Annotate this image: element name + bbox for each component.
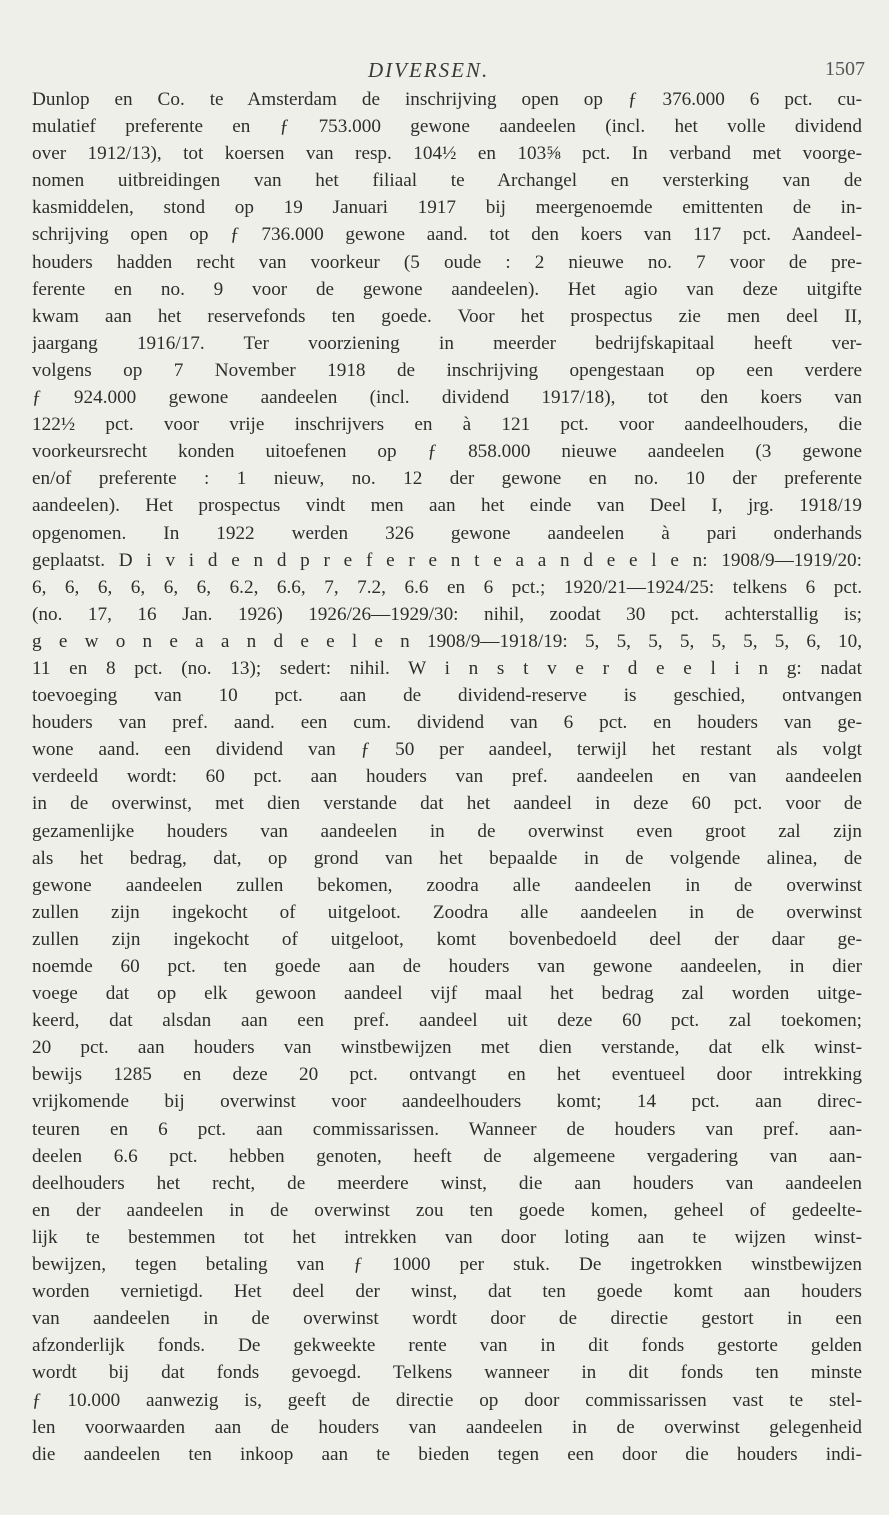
text-line: ferente en no. 9 voor de gewone aandeelen). Het agio van deze uitgifte — [32, 278, 862, 300]
text-line: als het bedrag, dat, op grond van het bepaalde in de volgende alinea, de — [32, 847, 862, 869]
text-line: zullen zijn ingekocht of uitgeloot, komt bovenbedoeld deel der daar ge- — [32, 928, 862, 950]
text-line: 11 en 8 pct. (no. 13); sedert: nihil. W i n s t v e r d e e l i n g: nadat — [32, 657, 862, 679]
running-head — [0, 58, 889, 88]
text-line: over 1912/13), tot koersen van resp. 104½ en 103⅝ pct. In verband met voorge- — [32, 143, 862, 165]
text-line: schrijving open op ƒ 736.000 gewone aand. tot den koers van 117 pct. Aandeel- — [32, 224, 862, 246]
body-text — [32, 86, 862, 1468]
text-line: ƒ 10.000 aanwezig is, geeft de directie op door commissarissen vast te stel- — [32, 1389, 862, 1411]
text-line: jaargang 1916/17. Ter voorziening in meerder bedrijfskapitaal heeft ver- — [32, 332, 862, 354]
text-line: aandeelen). Het prospectus vindt men aan het einde van Deel I, jrg. 1918/19 — [32, 495, 862, 517]
text-line: voorkeursrecht konden uitoefenen op ƒ 858.000 nieuwe aandeelen (3 gewone — [32, 441, 862, 463]
text-line: wone aand. een dividend van ƒ 50 per aandeel, terwijl het restant als volgt — [32, 739, 862, 761]
text-line: bewijs 1285 en deze 20 pct. ontvangt en het eventueel door intrekking — [32, 1064, 862, 1086]
text-line: voege dat op elk gewoon aandeel vijf maal het bedrag zal worden uitge- — [32, 983, 862, 1005]
text-line: gezamenlijke houders van aandeelen in de overwinst even groot zal zijn — [32, 820, 862, 842]
text-line: nomen uitbreidingen van het filiaal te Archangel en versterking van de — [32, 170, 862, 192]
text-line: in de overwinst, met dien verstande dat het aandeel in deze 60 pct. voor de — [32, 793, 862, 815]
text-line: van aandeelen in de overwinst wordt door de directie gestort in een — [32, 1308, 862, 1330]
text-line: gewone aandeelen zullen bekomen, zoodra alle aandeelen in de overwinst — [32, 874, 862, 896]
section-title: DIVERSEN. — [368, 58, 490, 82]
text-line: geplaatst. D i v i d e n d p r e f e r e n t e a a n d e e l e n: 1908/9—1919/20: — [32, 549, 862, 571]
text-line: mulatief preferente en ƒ 753.000 gewone aandeelen (incl. het volle dividend — [32, 116, 862, 138]
text-line: houders hadden recht van voorkeur (5 oude : 2 nieuwe no. 7 voor de pre- — [32, 251, 862, 273]
text-line: 122½ pct. voor vrije inschrijvers en à 121 pct. voor aandeelhouders, die — [32, 414, 862, 436]
text-line: en der aandeelen in de overwinst zou ten goede komen, geheel of gedeelte- — [32, 1199, 862, 1221]
text-line: (no. 17, 16 Jan. 1926) 1926/26—1929/30: nihil, zoodat 30 pct. achterstallig is; — [32, 603, 862, 625]
text-line: 20 pct. aan houders van winstbewijzen met dien verstande, dat elk winst- — [32, 1037, 862, 1059]
text-line: worden vernietigd. Het deel der winst, dat ten goede komt aan houders — [32, 1281, 862, 1303]
page-number: 1507 — [825, 58, 865, 80]
text-line: en/of preferente : 1 nieuw, no. 12 der gewone en no. 10 der preferente — [32, 468, 862, 490]
text-line: teuren en 6 pct. aan commissarissen. Wanneer de houders van pref. aan- — [32, 1118, 862, 1140]
text-line: bewijzen, tegen betaling van ƒ 1000 per stuk. De ingetrokken winstbewijzen — [32, 1254, 862, 1276]
text-line: ƒ 924.000 gewone aandeelen (incl. dividend 1917/18), tot den koers van — [32, 387, 862, 409]
text-line: opgenomen. In 1922 werden 326 gewone aandeelen à pari onderhands — [32, 522, 862, 544]
text-line: afzonderlijk fonds. De gekweekte rente van in dit fonds gestorte gelden — [32, 1335, 862, 1357]
text-line: wordt bij dat fonds gevoegd. Telkens wanneer in dit fonds ten minste — [32, 1362, 862, 1384]
text-line: vrijkomende bij overwinst voor aandeelhouders komt; 14 pct. aan direc- — [32, 1091, 862, 1113]
text-line: volgens op 7 November 1918 de inschrijving opengestaan op een verdere — [32, 359, 862, 381]
text-line: len voorwaarden aan de houders van aandeelen in de overwinst gelegenheid — [32, 1416, 862, 1438]
text-line: toevoeging van 10 pct. aan de dividend-reserve is geschied, ontvangen — [32, 685, 862, 707]
text-line: deelhouders het recht, de meerdere winst, die aan houders van aandeelen — [32, 1172, 862, 1194]
text-line: houders van pref. aand. een cum. dividend van 6 pct. en houders van ge- — [32, 712, 862, 734]
text-line: zullen zijn ingekocht of uitgeloot. Zoodra alle aandeelen in de overwinst — [32, 901, 862, 923]
text-line: kwam aan het reservefonds ten goede. Voor het prospectus zie men deel II, — [32, 305, 862, 327]
text-line: kasmiddelen, stond op 19 Januari 1917 bij meergenoemde emittenten de in- — [32, 197, 862, 219]
text-line: die aandeelen ten inkoop aan te bieden tegen een door die houders indi- — [32, 1443, 862, 1465]
text-line: deelen 6.6 pct. hebben genoten, heeft de algemeene vergadering van aan- — [32, 1145, 862, 1167]
text-line: noemde 60 pct. ten goede aan de houders van gewone aandeelen, in dier — [32, 956, 862, 977]
text-line: verdeeld wordt: 60 pct. aan houders van pref. aandeelen en van aandeelen — [32, 766, 862, 788]
text-line: lijk te bestemmen tot het intrekken van door loting aan te wijzen winst- — [32, 1226, 862, 1248]
text-line: keerd, dat alsdan aan een pref. aandeel uit deze 60 pct. zal toekomen; — [32, 1010, 862, 1032]
text-line: Dunlop en Co. te Amsterdam de inschrijving open op ƒ 376.000 6 pct. cu- — [32, 89, 862, 110]
text-line: 6, 6, 6, 6, 6, 6, 6.2, 6.6, 7, 7.2, 6.6 en 6 pct.; 1920/21—1924/25: telkens 6 pct. — [32, 576, 862, 598]
text-line: g e w o n e a a n d e e l e n 1908/9—1918/19: 5, 5, 5, 5, 5, 5, 5, 6, 10, — [32, 630, 862, 652]
